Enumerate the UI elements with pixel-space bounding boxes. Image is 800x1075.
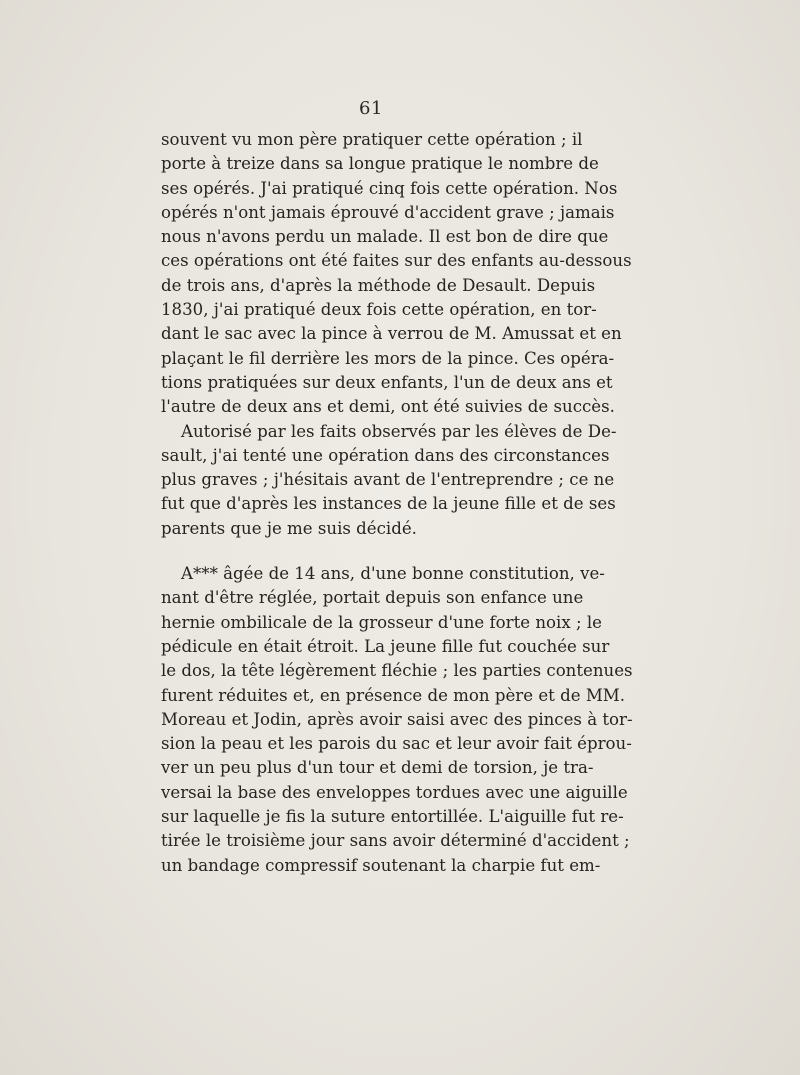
text-line: de trois ans, d'après la méthode de Desault. Depuis: [161, 275, 596, 295]
text-line: 1830, j'ai pratiqué deux fois cette opération, en tor-: [161, 300, 597, 320]
text-line: Moreau et Jodin, après avoir saisi avec des pinces à tor-: [161, 709, 633, 729]
text-line: sur laquelle je fis la suture entortillée. L'aiguille fut re-: [161, 807, 624, 827]
text-line: plaçant le fil derrière les mors de la pince. Ces opéra-: [161, 348, 615, 368]
paragraph-spacer: [161, 541, 581, 562]
page-number: 61: [359, 98, 383, 119]
text-line: dant le sac avec la pince à verrou de M. Amussat et en: [161, 324, 622, 344]
text-line: porte à treize dans sa longue pratique le nombre de: [161, 154, 599, 174]
text-line: tions pratiquées sur deux enfants, l'un de deux ans et: [161, 372, 613, 392]
paragraph-1: [161, 128, 632, 420]
text-line: versai la base des enveloppes tordues avec une aiguille: [161, 782, 628, 802]
text-line: parents que je me suis décidé.: [161, 518, 417, 538]
text-line: ver un peu plus d'un tour et demi de torsion, je tra-: [161, 758, 594, 778]
text-line: fut que d'après les instances de la jeune fille et de ses: [161, 494, 616, 514]
text-line: nous n'avons perdu un malade. Il est bon de dire que: [161, 227, 609, 247]
text-line: un bandage compressif soutenant la charpie fut em-: [161, 855, 601, 875]
text-line: le dos, la tête légèrement fléchie ; les parties contenues: [161, 661, 633, 681]
paragraph-3: [161, 562, 633, 878]
body-text: [161, 128, 633, 878]
text-line: ses opérés. J'ai pratiqué cinq fois cette opération. Nos: [161, 178, 618, 198]
text-line: ces opérations ont été faites sur des enfants au-dessous: [161, 251, 632, 271]
text-line: tirée le troisième jour sans avoir déterminé d'accident ;: [161, 831, 630, 851]
text-line: l'autre de deux ans et demi, ont été suivies de succès.: [161, 397, 615, 417]
text-line: nant d'être réglée, portait depuis son enfance une: [161, 588, 584, 608]
text-line: pédicule en était étroit. La jeune fille fut couchée sur: [161, 636, 610, 656]
text-line: A*** âgée de 14 ans, d'une bonne constitution, ve-: [181, 564, 605, 584]
paragraph-2: [161, 420, 617, 541]
text-line: plus graves ; j'hésitais avant de l'entreprendre ; ce ne: [161, 470, 615, 490]
text-line: souvent vu mon père pratiquer cette opération ; il: [161, 130, 583, 149]
text-line: sion la peau et les parois du sac et leur avoir fait éprou-: [161, 734, 632, 754]
text-line: sault, j'ai tenté une opération dans des circonstances: [161, 445, 610, 465]
text-line: furent réduites et, en présence de mon père et de MM.: [161, 685, 626, 705]
text-line: Autorisé par les faits observés par les élèves de De-: [181, 421, 617, 441]
text-line: hernie ombilicale de la grosseur d'une forte noix ; le: [161, 612, 602, 632]
text-line: opérés n'ont jamais éprouvé d'accident grave ; jamais: [161, 202, 615, 222]
